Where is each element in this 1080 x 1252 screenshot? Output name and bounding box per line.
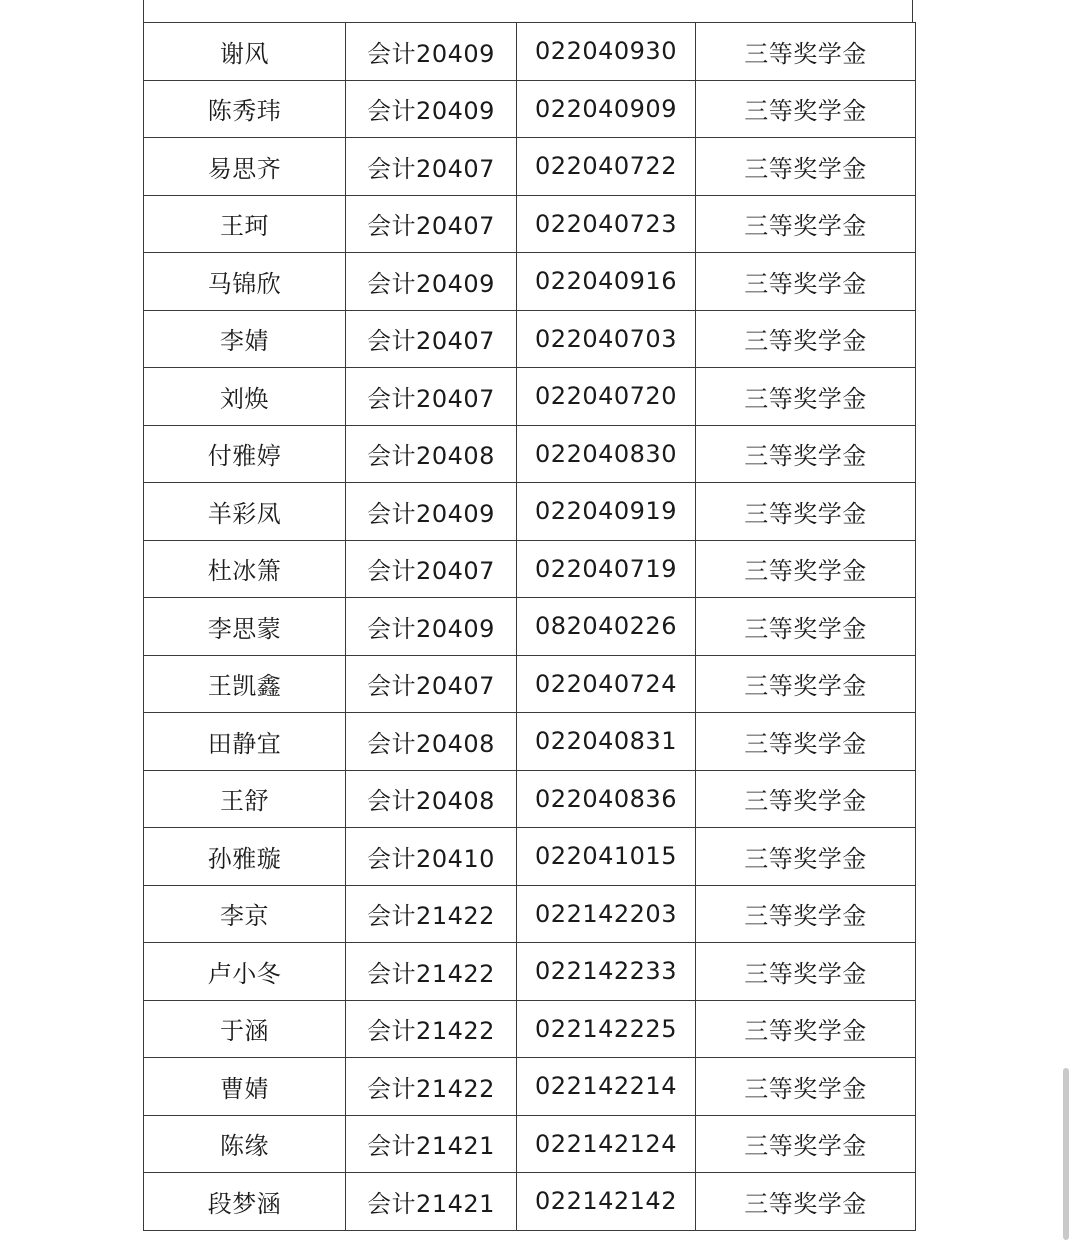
- award-cell: 三等奖学金: [696, 1058, 916, 1116]
- table-row: [144, 770, 916, 828]
- student-name-cell: 王舒: [144, 770, 346, 828]
- award-cell: 三等奖学金: [696, 310, 916, 368]
- student-name-cell: 杜冰箫: [144, 540, 346, 598]
- student-id-cell: 082040226: [517, 598, 696, 656]
- table-row: [144, 885, 916, 943]
- student-name-cell: 王凯鑫: [144, 655, 346, 713]
- table-row: [144, 1000, 916, 1058]
- award-cell: 三等奖学金: [696, 368, 916, 426]
- class-cell: 会计20407: [346, 310, 517, 368]
- student-id-cell: 022142225: [517, 1000, 696, 1058]
- award-cell: 三等奖学金: [696, 1173, 916, 1231]
- table-row: [144, 195, 916, 253]
- award-cell: 三等奖学金: [696, 943, 916, 1001]
- class-cell: 会计21422: [346, 885, 517, 943]
- student-id-cell: 022040836: [517, 770, 696, 828]
- student-name-cell: 易思齐: [144, 138, 346, 196]
- table-row: [144, 655, 916, 713]
- student-id-cell: 022040722: [517, 138, 696, 196]
- student-name-cell: 马锦欣: [144, 253, 346, 311]
- class-cell: 会计20407: [346, 655, 517, 713]
- student-id-cell: 022040919: [517, 483, 696, 541]
- class-cell: 会计21422: [346, 1000, 517, 1058]
- student-id-cell: 022040916: [517, 253, 696, 311]
- award-cell: 三等奖学金: [696, 885, 916, 943]
- table-row: [144, 253, 916, 311]
- class-cell: 会计20408: [346, 425, 517, 483]
- award-cell: 三等奖学金: [696, 713, 916, 771]
- student-id-cell: 022142233: [517, 943, 696, 1001]
- class-cell: 会计20409: [346, 598, 517, 656]
- student-id-cell: 022041015: [517, 828, 696, 886]
- student-id-cell: 022040909: [517, 80, 696, 138]
- class-cell: 会计20407: [346, 368, 517, 426]
- class-cell: 会计20407: [346, 540, 517, 598]
- table-row: [144, 1173, 916, 1231]
- student-name-cell: 曹婧: [144, 1058, 346, 1116]
- student-id-cell: 022142142: [517, 1173, 696, 1231]
- table-row: [144, 1115, 916, 1173]
- award-cell: 三等奖学金: [696, 425, 916, 483]
- student-name-cell: 卢小冬: [144, 943, 346, 1001]
- student-id-cell: 022142124: [517, 1115, 696, 1173]
- table-continuation-edge: [143, 0, 913, 22]
- award-cell: 三等奖学金: [696, 195, 916, 253]
- student-name-cell: 李京: [144, 885, 346, 943]
- student-id-cell: 022040703: [517, 310, 696, 368]
- award-cell: 三等奖学金: [696, 598, 916, 656]
- student-id-cell: 022142214: [517, 1058, 696, 1116]
- student-name-cell: 李思蒙: [144, 598, 346, 656]
- class-cell: 会计21421: [346, 1173, 517, 1231]
- class-cell: 会计20408: [346, 770, 517, 828]
- student-id-cell: 022040724: [517, 655, 696, 713]
- award-cell: 三等奖学金: [696, 770, 916, 828]
- scholarship-table: [143, 22, 916, 1231]
- table-row: [144, 828, 916, 886]
- student-id-cell: 022142203: [517, 885, 696, 943]
- class-cell: 会计21422: [346, 1058, 517, 1116]
- student-name-cell: 谢风: [144, 23, 346, 81]
- award-cell: 三等奖学金: [696, 1000, 916, 1058]
- award-cell: 三等奖学金: [696, 138, 916, 196]
- class-cell: 会计20409: [346, 80, 517, 138]
- student-id-cell: 022040831: [517, 713, 696, 771]
- table-row: [144, 540, 916, 598]
- student-name-cell: 于涵: [144, 1000, 346, 1058]
- table-row: [144, 80, 916, 138]
- table-row: [144, 1058, 916, 1116]
- table-row: [144, 598, 916, 656]
- scrollbar-thumb[interactable]: [1063, 1068, 1069, 1240]
- table-row: [144, 23, 916, 81]
- class-cell: 会计20409: [346, 23, 517, 81]
- student-id-cell: 022040930: [517, 23, 696, 81]
- award-cell: 三等奖学金: [696, 253, 916, 311]
- award-cell: 三等奖学金: [696, 80, 916, 138]
- student-name-cell: 刘焕: [144, 368, 346, 426]
- award-cell: 三等奖学金: [696, 540, 916, 598]
- student-name-cell: 陈秀玮: [144, 80, 346, 138]
- table-row: [144, 138, 916, 196]
- table-row: [144, 310, 916, 368]
- student-id-cell: 022040720: [517, 368, 696, 426]
- award-cell: 三等奖学金: [696, 483, 916, 541]
- award-cell: 三等奖学金: [696, 23, 916, 81]
- student-id-cell: 022040723: [517, 195, 696, 253]
- table-row: [144, 368, 916, 426]
- class-cell: 会计20407: [346, 138, 517, 196]
- student-id-cell: 022040719: [517, 540, 696, 598]
- table-body: [144, 23, 916, 1231]
- table-row: [144, 483, 916, 541]
- award-cell: 三等奖学金: [696, 655, 916, 713]
- student-name-cell: 孙雅璇: [144, 828, 346, 886]
- class-cell: 会计21422: [346, 943, 517, 1001]
- award-cell: 三等奖学金: [696, 1115, 916, 1173]
- class-cell: 会计20407: [346, 195, 517, 253]
- student-name-cell: 陈缘: [144, 1115, 346, 1173]
- class-cell: 会计20409: [346, 483, 517, 541]
- table-row: [144, 425, 916, 483]
- student-name-cell: 田静宜: [144, 713, 346, 771]
- student-name-cell: 王珂: [144, 195, 346, 253]
- class-cell: 会计20409: [346, 253, 517, 311]
- table-row: [144, 943, 916, 1001]
- student-name-cell: 付雅婷: [144, 425, 346, 483]
- class-cell: 会计20410: [346, 828, 517, 886]
- table-row: [144, 713, 916, 771]
- award-cell: 三等奖学金: [696, 828, 916, 886]
- student-name-cell: 李婧: [144, 310, 346, 368]
- student-name-cell: 羊彩凤: [144, 483, 346, 541]
- student-id-cell: 022040830: [517, 425, 696, 483]
- class-cell: 会计20408: [346, 713, 517, 771]
- class-cell: 会计21421: [346, 1115, 517, 1173]
- student-name-cell: 段梦涵: [144, 1173, 346, 1231]
